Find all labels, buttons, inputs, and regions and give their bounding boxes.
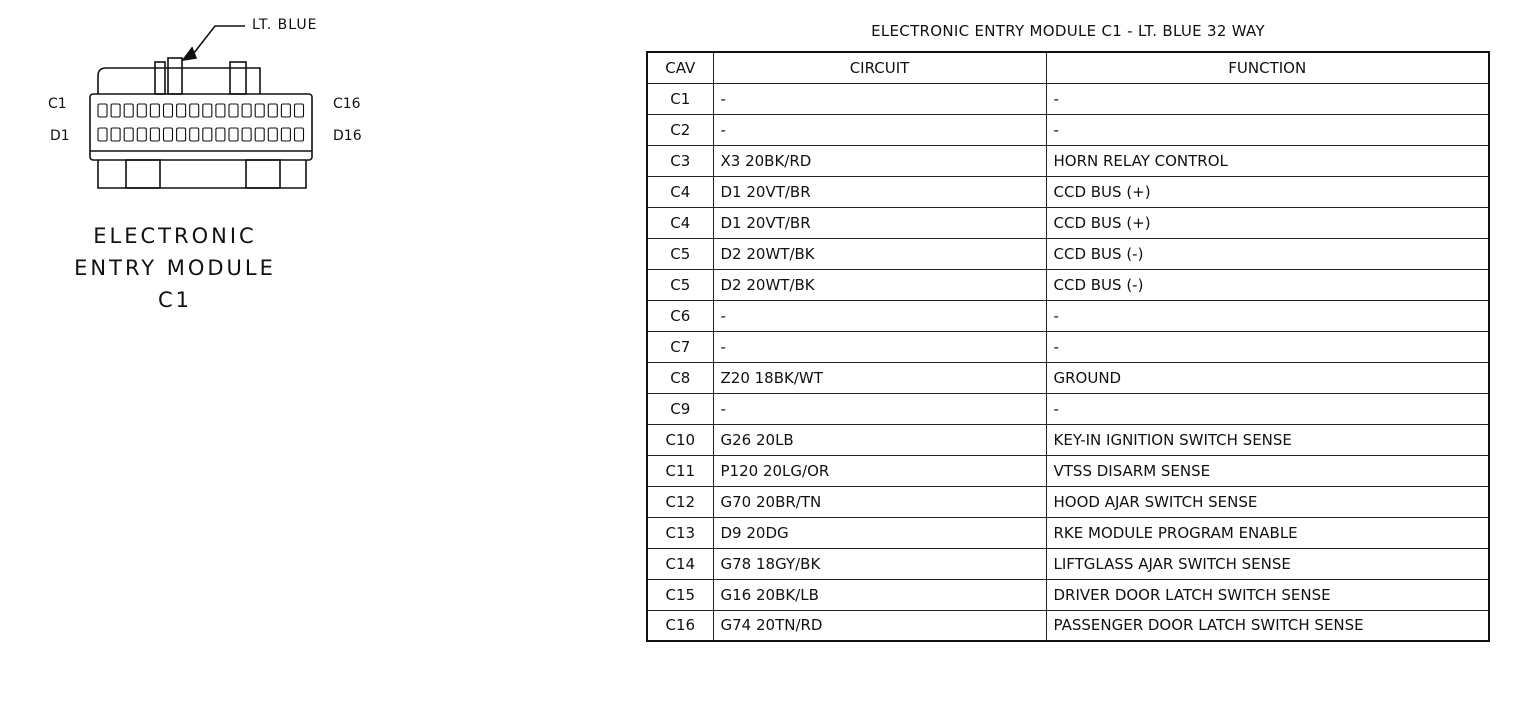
cav-cell: C7 [647,331,713,362]
lock-tab-right [246,160,280,188]
table-row [647,269,1489,300]
pin-cavity [281,104,290,117]
table-title: ELECTRONIC ENTRY MODULE C1 - LT. BLUE 32 WAY [871,22,1265,40]
table-row [647,393,1489,424]
latch-right [230,62,246,94]
header-cav: CAV [647,52,713,83]
function-cell: - [1046,331,1489,362]
latch-center [168,58,182,94]
table-row [647,455,1489,486]
pin-cavity [242,104,251,117]
pin-cavity [229,104,238,117]
pin-cavity [268,128,277,141]
pinout-table-body [647,83,1489,641]
function-cell: VTSS DISARM SENSE [1046,455,1489,486]
function-cell: GROUND [1046,362,1489,393]
pin-cavity [295,128,304,141]
pin-cavity [229,128,238,141]
circuit-cell: D1 20VT/BR [713,176,1046,207]
table-header-row [647,52,1489,83]
circuit-cell: - [713,300,1046,331]
pin-cavity [190,104,199,117]
circuit-cell: G78 18GY/BK [713,548,1046,579]
pin-cavity [255,104,264,117]
pin-cavity [242,128,251,141]
connector-bottom-housing [98,160,306,188]
pin-cavity [255,128,264,141]
function-cell: CCD BUS (+) [1046,176,1489,207]
pin-cavity [98,104,107,117]
pin-cavity [281,128,290,141]
circuit-cell: P120 20LG/OR [713,455,1046,486]
table-row [647,362,1489,393]
connector-body [90,94,312,160]
latch-left [155,62,165,94]
function-cell: HOOD AJAR SWITCH SENSE [1046,486,1489,517]
caption-line-1: ELECTRONIC [93,224,257,248]
cav-cell: C10 [647,424,713,455]
pin-cavity [216,104,225,117]
connector-pin-rows [98,104,304,141]
cav-cell: C3 [647,145,713,176]
connector-diagram [40,8,340,208]
lock-tab-left [126,160,160,188]
pin-cavity [203,104,212,117]
circuit-cell: G26 20LB [713,424,1046,455]
circuit-cell: Z20 18BK/WT [713,362,1046,393]
circuit-cell: D1 20VT/BR [713,207,1046,238]
table-row [647,424,1489,455]
pin-cavity [111,104,120,117]
table-row [647,238,1489,269]
circuit-cell: X3 20BK/RD [713,145,1046,176]
circuit-cell: G74 20TN/RD [713,610,1046,641]
connector-color-callout: LT. BLUE [252,17,318,33]
function-cell: - [1046,83,1489,114]
circuit-cell: D2 20WT/BK [713,269,1046,300]
pin-cavity [137,128,146,141]
pin-cavity [150,104,159,117]
caption-line-2: ENTRY MODULE C1 [74,256,276,312]
circuit-cell: - [713,331,1046,362]
circuit-cell: - [713,114,1046,145]
function-cell: PASSENGER DOOR LATCH SWITCH SENSE [1046,610,1489,641]
cav-cell: C11 [647,455,713,486]
cav-cell: C15 [647,579,713,610]
circuit-cell: D2 20WT/BK [713,238,1046,269]
cav-cell: C8 [647,362,713,393]
cav-cell: C4 [647,176,713,207]
table-row [647,579,1489,610]
pin-cavity [216,128,225,141]
connector-top-housing [98,68,260,94]
pin-cavity [137,104,146,117]
header-circuit: CIRCUIT [713,52,1046,83]
table-row [647,145,1489,176]
function-cell: - [1046,114,1489,145]
table-row [647,486,1489,517]
pin-cavity [164,104,173,117]
cav-cell: C2 [647,114,713,145]
pin-cavity [190,128,199,141]
function-cell: RKE MODULE PROGRAM ENABLE [1046,517,1489,548]
pin-cavity [177,128,186,141]
pin-cavity [124,128,133,141]
table-row [647,114,1489,145]
cav-cell: C5 [647,238,713,269]
pin-cavity [177,104,186,117]
cav-cell: C16 [647,610,713,641]
function-cell: HORN RELAY CONTROL [1046,145,1489,176]
pin-cavity [295,104,304,117]
pin-cavity [98,128,107,141]
table-row [647,207,1489,238]
connector-caption [60,220,290,316]
pin-label-d16: D16 [333,128,362,144]
pin-label-c16: C16 [333,96,361,112]
cav-cell: C12 [647,486,713,517]
pin-label-d1: D1 [50,128,70,144]
function-cell: - [1046,393,1489,424]
function-cell: CCD BUS (+) [1046,207,1489,238]
table-row [647,517,1489,548]
function-cell: KEY-IN IGNITION SWITCH SENSE [1046,424,1489,455]
cav-cell: C14 [647,548,713,579]
callout-leader-line [190,26,245,58]
table-row [647,176,1489,207]
cav-cell: C1 [647,83,713,114]
pin-cavity [268,104,277,117]
cav-cell: C5 [647,269,713,300]
table-row [647,548,1489,579]
callout-arrow [183,48,196,60]
circuit-cell: G16 20BK/LB [713,579,1046,610]
table-row [647,300,1489,331]
table-row [647,610,1489,641]
header-function: FUNCTION [1046,52,1489,83]
table-row [647,331,1489,362]
function-cell: LIFTGLASS AJAR SWITCH SENSE [1046,548,1489,579]
pin-cavity [111,128,120,141]
cav-cell: C6 [647,300,713,331]
pin-cavity [203,128,212,141]
function-cell: CCD BUS (-) [1046,238,1489,269]
circuit-cell: D9 20DG [713,517,1046,548]
pin-cavity [124,104,133,117]
circuit-cell: - [713,83,1046,114]
pinout-table [646,51,1490,642]
circuit-cell: - [713,393,1046,424]
pin-label-c1: C1 [48,96,67,112]
circuit-cell: G70 20BR/TN [713,486,1046,517]
function-cell: - [1046,300,1489,331]
function-cell: DRIVER DOOR LATCH SWITCH SENSE [1046,579,1489,610]
pin-cavity [150,128,159,141]
table-row [647,83,1489,114]
function-cell: CCD BUS (-) [1046,269,1489,300]
cav-cell: C4 [647,207,713,238]
cav-cell: C9 [647,393,713,424]
cav-cell: C13 [647,517,713,548]
pin-cavity [164,128,173,141]
